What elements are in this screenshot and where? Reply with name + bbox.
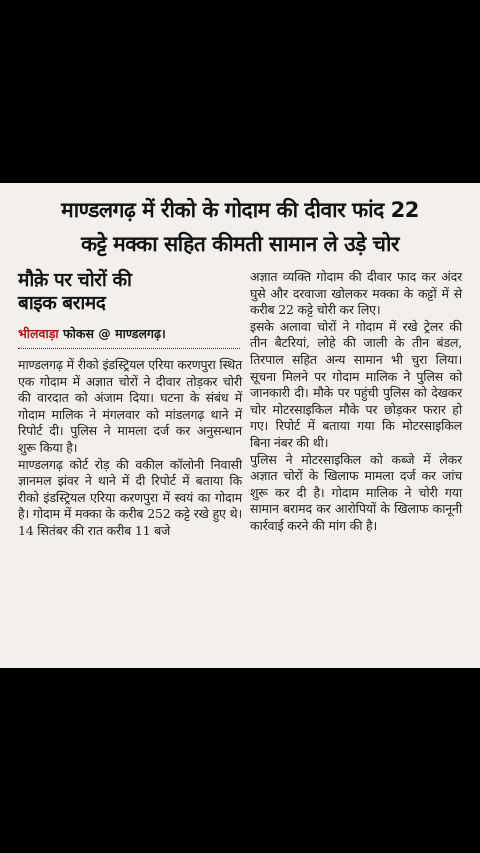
headline-line-1: माण्डलगढ़ में रीको के गोदाम की दीवार फांद 22: [61, 198, 419, 222]
right-column: [250, 269, 462, 535]
headline-line-2: कट्टे मक्का सहित कीमती सामान ले उड़े चोर: [80, 232, 400, 256]
dateline-source: फोकस @ माण्डलगढ़।: [58, 326, 166, 341]
dateline: [18, 325, 242, 342]
left-body: [18, 357, 242, 540]
headline: [0, 183, 480, 261]
right-body: [250, 269, 462, 535]
left-paragraph-2: माण्डलगढ़ कोर्ट रोड़ की वकील कॉलोनी निवासी ज्ञानमल झंवर ने थाने में दी रिपोर्ट में बताया कि रीको इंडस्ट्रियल एरिया करणपुरा में स्वयं का गोदाम है। गोदाम में मक्का के करीब 252 कट्टे रखे हुए थे। 14 सितंबर की रात करीब 11 बजे: [18, 456, 242, 538]
article-columns: [0, 269, 480, 668]
left-paragraph-1: माण्डलगढ़ में रीको इंडस्ट्रियल एरिया करणपुरा स्थित एक गोदाम में अज्ञात चोरों ने दीवार तोड़कर चोरी की वारदात को अंजाम दिया। घटना के संबंध में गोदाम मालिक ने मंगलवार को मांडलगढ़ थाने में रिपोर्ट दी। पुलिस ने मामला दर्ज कर अनुसन्धान शुरू किया है।: [18, 357, 242, 455]
subheadline-line-1: मौक़े पर चोरों की: [18, 269, 132, 291]
subheadline-line-2: बाइक बरामद: [18, 292, 106, 314]
right-paragraph-3: पुलिस ने मोटरसाइकिल को कब्जे में लेकर अज्ञात चोरों के खिलाफ मामला दर्ज कर जांच शुरू कर दी है। गोदाम मालिक ने चोरी गया सामान बरामद कर आरोपियों के खिलाफ कानूनी कार्रवाई करने की मांग की है।: [250, 451, 462, 533]
left-column: [18, 269, 242, 540]
right-paragraph-2: इसके अलावा चोरों ने गोदाम में रखे ट्रेलर की तीन बैटरियां, लोहे की जाली के तीन बंडल, तिरपाल सहित अन्य सामान भी चुरा लिया। सूचना मिलने पर गोदाम मालिक ने पुलिस को जानकारी दी। मौके पर पहुंची पुलिस को देखकर चोर मोटरसाइकिल मौके पर छोड़कर फरार हो गए। रिपोर्ट में बताया गया कि मोटरसाइकिल बिना नंबर की थी।: [250, 318, 462, 450]
dateline-place: भीलवाड़ा: [18, 326, 59, 341]
newspaper-clipping: [0, 183, 480, 668]
subheadline: [18, 269, 242, 315]
right-paragraph-1: अज्ञात व्यक्ति गोदाम की दीवार फाद कर अंदर घुसे और दरवाजा खोलकर मक्का के कट्टों में से करीब 22 कट्टे चोरी कर लिए।: [250, 269, 462, 318]
dotted-divider: [18, 348, 240, 349]
